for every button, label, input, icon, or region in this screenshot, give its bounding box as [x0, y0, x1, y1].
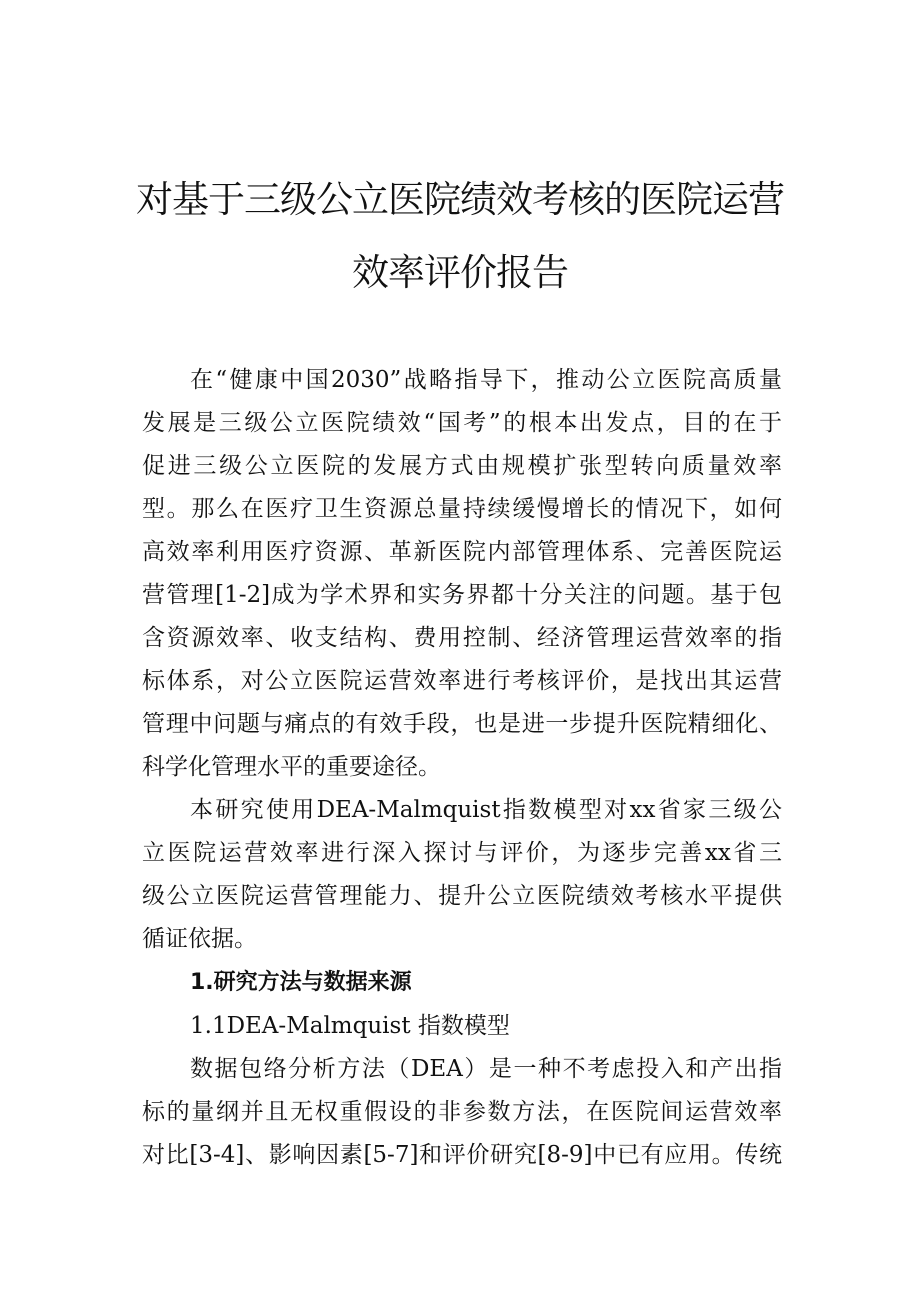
section-heading-1-1: 1.1DEA-Malmquist 指数模型 — [190, 1013, 510, 1039]
paragraph-1-line: 营管理[1-2]成为学术界和实务界都十分关注的问题。基于包 — [142, 582, 782, 608]
paragraph-1-line: 发展是三级公立医院绩效“国考”的根本出发点，目的在于 — [142, 410, 782, 436]
paragraph-1-line: 在“健康中国2030”战略指导下，推动公立医院高质量 — [190, 367, 782, 393]
paragraph-2-line: 级公立医院运营管理能力、提升公立医院绩效考核水平提供 — [142, 883, 782, 909]
paragraph-1-line: 型。那么在医疗卫生资源总量持续缓慢增长的情况下，如何 — [142, 496, 782, 522]
paragraph-2-line: 立医院运营效率进行深入探讨与评价，为逐步完善xx省三 — [142, 840, 782, 866]
paragraph-1-line: 含资源效率、收支结构、费用控制、经济管理运营效率的指 — [142, 625, 782, 651]
document-title-line-2: 效率评价报告 — [352, 251, 568, 294]
paragraph-3-line: 数据包络分析方法（DEA）是一种不考虑投入和产出指 — [190, 1056, 782, 1082]
paragraph-1-line: 管理中问题与痛点的有效手段，也是进一步提升医院精细化、 — [142, 711, 782, 737]
section-heading-1: 1.研究方法与数据来源 — [190, 970, 412, 995]
paragraph-1-line: 标体系，对公立医院运营效率进行考核评价，是找出其运营 — [142, 668, 782, 694]
document-title-line-1: 对基于三级公立医院绩效考核的医院运营 — [136, 178, 784, 221]
paragraph-1-line: 科学化管理水平的重要途径。 — [142, 754, 441, 780]
paragraph-2-line: 循证依据。 — [142, 926, 257, 952]
paragraph-3-line: 对比[3-4]、影响因素[5-7]和评价研究[8-9]中已有应用。传统 — [142, 1142, 782, 1168]
paragraph-2-line: 本研究使用DEA-Malmquist指数模型对xx省家三级公 — [190, 797, 782, 823]
paragraph-1-line: 高效率利用医疗资源、革新医院内部管理体系、完善医院运 — [142, 539, 782, 565]
paragraph-1-line: 促进三级公立医院的发展方式由规模扩张型转向质量效率 — [142, 453, 782, 479]
paragraph-3-line: 标的量纲并且无权重假设的非参数方法，在医院间运营效率 — [142, 1099, 782, 1125]
